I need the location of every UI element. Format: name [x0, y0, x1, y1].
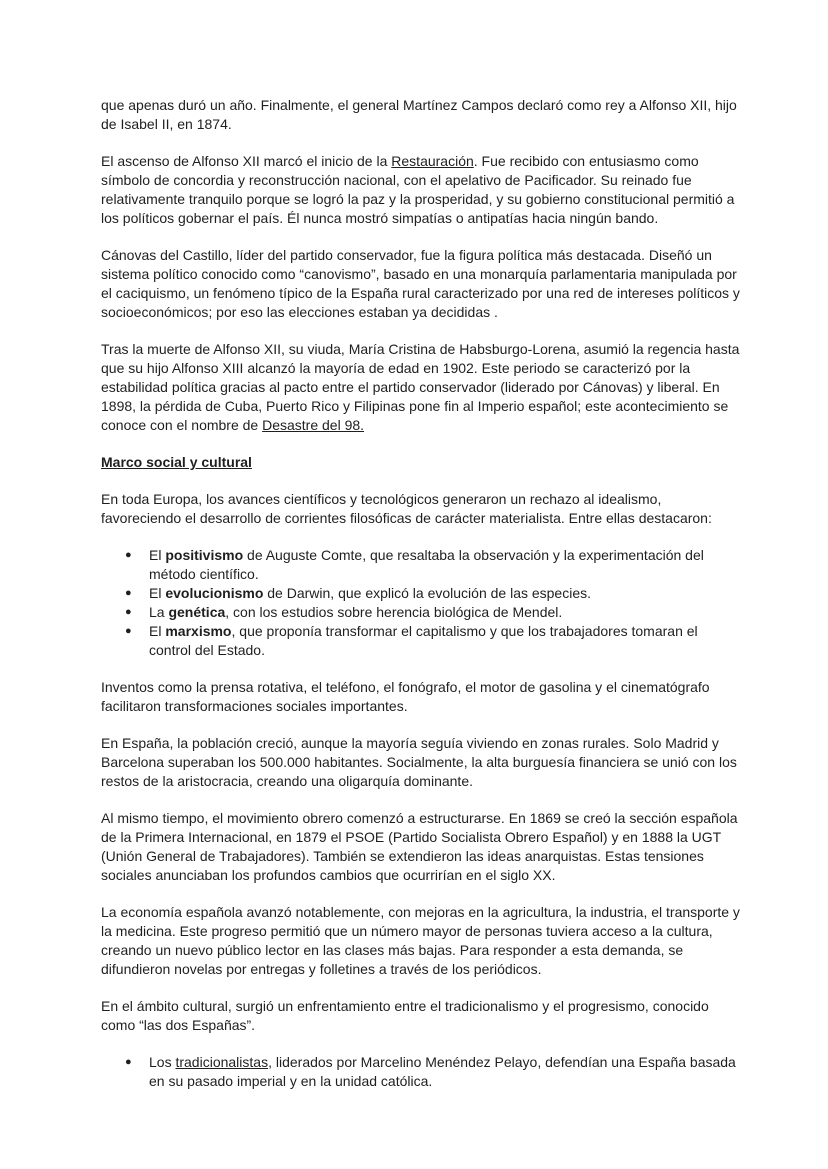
list-bold-term: positivismo: [165, 547, 244, 563]
list-text: , liderados por Marcelino Menéndez Pelayo, defendían una España basada en su pasado imperial y en la unidad católica.: [149, 1054, 736, 1089]
section-heading: Marco social y cultural: [101, 454, 252, 470]
paragraph: [101, 997, 741, 1035]
paragraph-text: En toda Europa, los avances científicos y tecnológicos generaron un rechazo al idealismo, favoreciendo el desarrollo de corrientes filosóficas de carácter materialista. Entre ellas destacaron:: [101, 491, 712, 526]
restauracion-link[interactable]: Restauración: [391, 153, 474, 169]
bullet-icon: ●: [125, 549, 132, 561]
paragraph-text: . Fue recibido con entusiasmo como símbolo de concordia y reconstrucción nacional, con el apelativo de Pacificador. Su reinado fue relativamente tranquilo porque se logró la paz y la prosperidad, y su gobierno constitucional permitió a los políticos gobernar el país. Él nunca mostró simpatías o antipatías hacia ningún bando.: [101, 153, 735, 226]
paragraph: [101, 809, 741, 885]
list-text: , que proponía transformar el capitalismo y que los trabajadores tomaran el control del Estado.: [149, 623, 698, 658]
paragraph: [101, 96, 741, 134]
list-item: [101, 1053, 741, 1091]
list-bold-term: genética: [168, 604, 226, 620]
list-text: El: [149, 585, 166, 601]
bullet-list: [101, 1053, 741, 1091]
list-bold-term: evolucionismo: [165, 585, 264, 601]
bullet-icon: ●: [125, 625, 132, 637]
paragraph-text: Tras la muerte de Alfonso XII, su viuda, María Cristina de Habsburgo-Lorena, asumió la regencia hasta que su hijo Alfonso XIII alcanzó la mayoría de edad en 1902. Este periodo se caracterizó por la estabilidad política gracias al pacto entre el partido conservador (liderado por Cánovas) y liberal. En 1898, la pérdida de Cuba, Puerto Rico y Filipinas pone fin al Imperio español; este acontecimiento se conoce con el nombre de: [101, 341, 740, 433]
paragraph: [101, 734, 741, 791]
list-bold-term: marxismo: [165, 623, 232, 639]
list-text: La: [149, 604, 169, 620]
desastre-del-98-link[interactable]: Desastre del 98.: [262, 417, 365, 433]
list-text: El: [149, 547, 166, 563]
list-text: Los: [149, 1054, 176, 1070]
list-text: de Auguste Comte, que resaltaba la observación y la experimentación del método científico.: [149, 547, 704, 582]
paragraph-text: Inventos como la prensa rotativa, el teléfono, el fonógrafo, el motor de gasolina y el cinematógrafo facilitaron transformaciones sociales importantes.: [101, 679, 710, 714]
paragraph: [101, 678, 741, 716]
paragraph-text: Al mismo tiempo, el movimiento obrero comenzó a estructurarse. En 1869 se creó la sección española de la Primera Internacional, en 1879 el PSOE (Partido Socialista Obrero Español) y en 1888 la UGT (Unión General de Trabajadores). También se extendieron las ideas anarquistas. Estas tensiones sociales anunciaban los profundos cambios que ocurrirían en el siglo XX.: [101, 810, 738, 883]
paragraph: [101, 490, 741, 528]
paragraph: [101, 152, 741, 228]
paragraph-text: El ascenso de Alfonso XII marcó el inicio de la: [101, 153, 392, 169]
paragraph-text: En España, la población creció, aunque la mayoría seguía viviendo en zonas rurales. Solo Madrid y Barcelona superaban los 500.000 habitantes. Socialmente, la alta burguesía financiera se unió con los restos de la aristocracia, creando una oligarquía dominante.: [101, 735, 737, 789]
bullet-icon: ●: [125, 587, 132, 599]
list-item: [101, 546, 741, 584]
bullet-icon: ●: [125, 1056, 132, 1068]
paragraph-text: que apenas duró un año. Finalmente, el general Martínez Campos declaró como rey a Alfonso XII, hijo de Isabel II, en 1874.: [101, 97, 737, 132]
bullet-list: [101, 546, 741, 660]
paragraph: [101, 246, 741, 322]
document-page: [101, 96, 741, 1109]
list-text: , con los estudios sobre herencia biológica de Mendel.: [225, 604, 563, 620]
list-text: El: [149, 623, 166, 639]
list-item: [101, 622, 741, 660]
paragraph: [101, 903, 741, 979]
paragraph-text: Cánovas del Castillo, líder del partido conservador, fue la figura política más destacada. Diseñó un sistema político conocido como “canovismo”, basado en una monarquía parlamentaria manipulada por el caciquismo, un fenómeno típico de la España rural caracterizado por una red de intereses políticos y socioeconómicos; por eso las elecciones estaban ya decididas .: [101, 247, 740, 320]
list-item: [101, 584, 741, 603]
tradicionalistas-link[interactable]: tradicionalistas: [175, 1054, 269, 1070]
paragraph-text: En el ámbito cultural, surgió un enfrentamiento entre el tradicionalismo y el progresismo, conocido como “las dos Españas”.: [101, 998, 709, 1033]
paragraph: [101, 340, 741, 435]
list-item: [101, 603, 741, 622]
paragraph-text: La economía española avanzó notablemente, con mejoras en la agricultura, la industria, el transporte y la medicina. Este progreso permitió que un número mayor de personas tuviera acceso a la cultura, creando un nuevo público lector en las clases más bajas. Para responder a esta demanda, se difundieron novelas por entregas y folletines a través de los periódicos.: [101, 904, 740, 977]
list-text: de Darwin, que explicó la evolución de las especies.: [263, 585, 592, 601]
bullet-icon: ●: [125, 606, 132, 618]
